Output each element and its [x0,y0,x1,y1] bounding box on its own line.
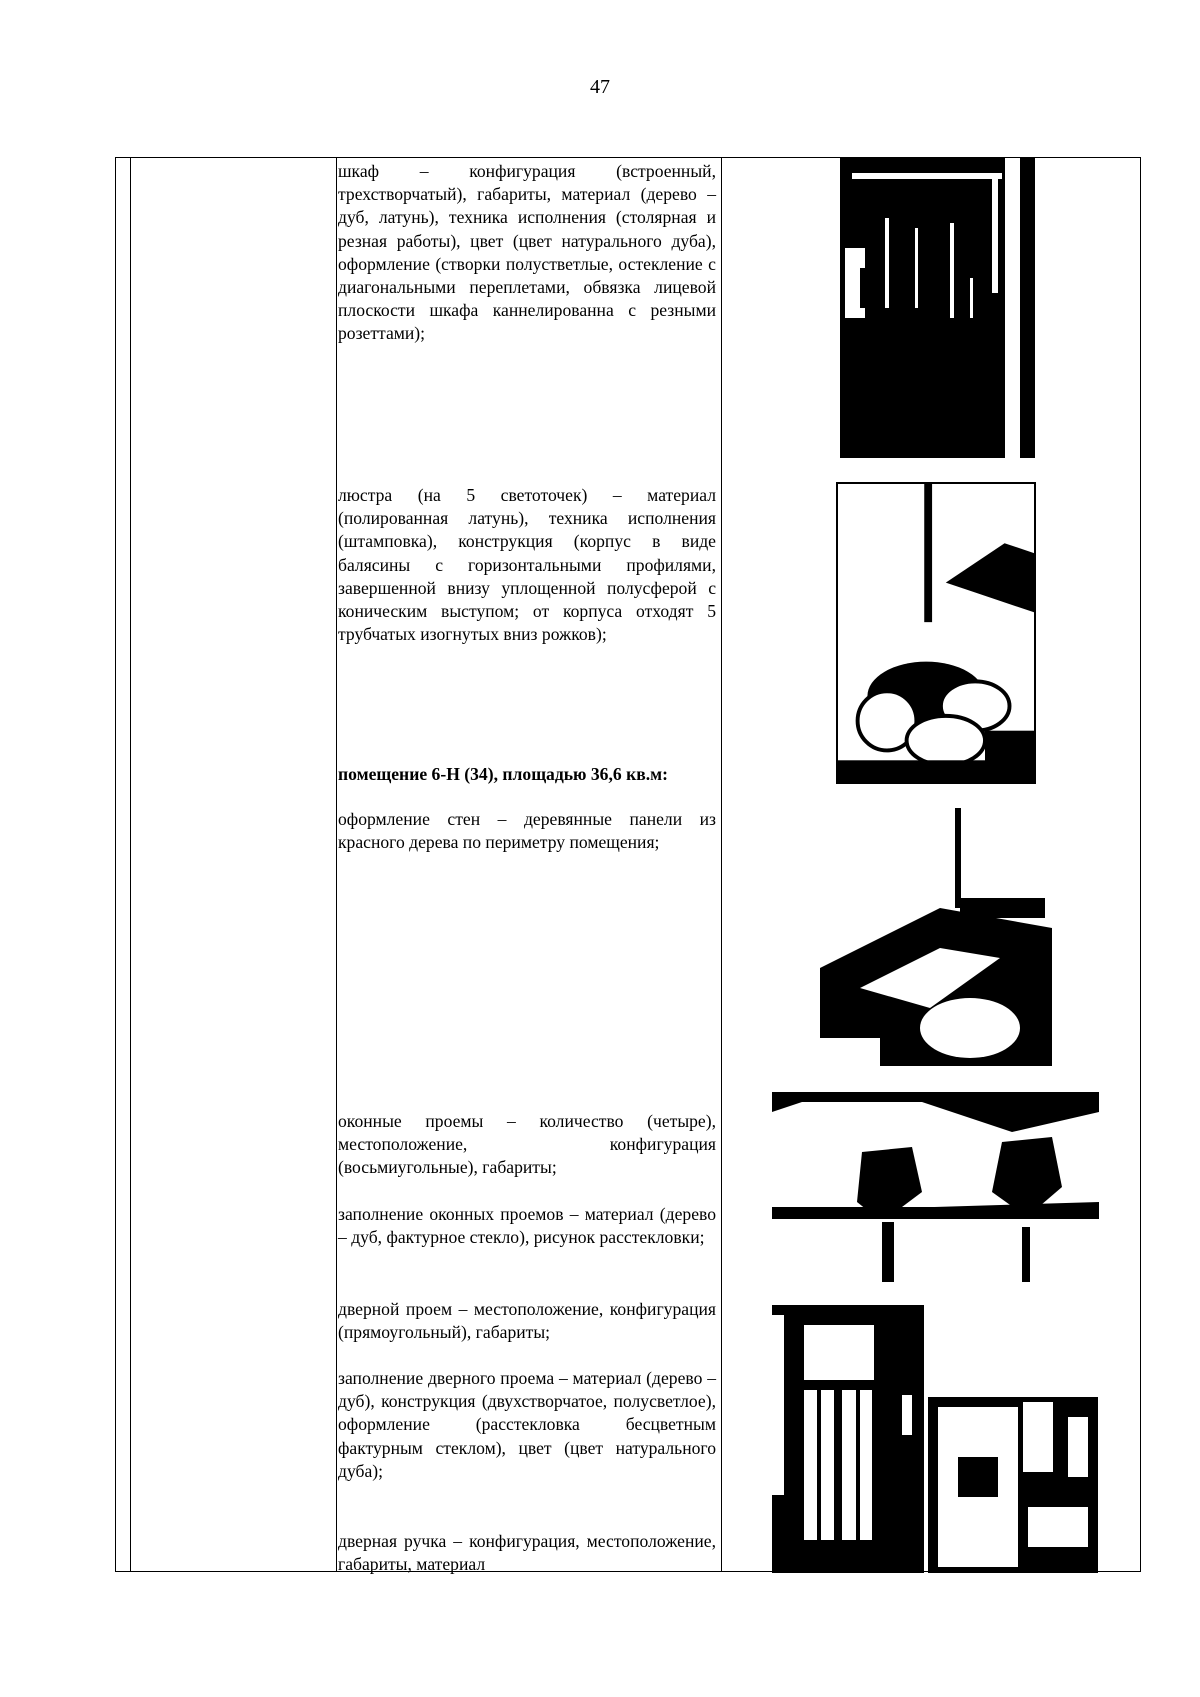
entry-door-opening [338,1298,716,1344]
door-photo [772,1305,924,1573]
entry-chandelier [338,484,716,646]
room-heading-text: помещение 6-Н (34), площадью 36,6 кв.м: [338,764,668,784]
entry-window-openings [338,1110,716,1180]
entry-cabinet [338,160,716,346]
entry-window-fill [338,1203,716,1249]
table-column-divider [721,158,722,1571]
table-column-divider [130,158,131,1571]
octagonal-windows-photo [772,1092,1099,1282]
entry-text: оконные проемы – количество (четыре), местоположение, конфигурация (восьмиугольные), габариты; [338,1111,716,1178]
entry-text: заполнение оконных проемов – материал (дерево – дуб, фактурное стекло), рисунок расстекловки; [338,1204,716,1248]
entry-text: дверная ручка – конфигурация, местоположение, габариты, материал [338,1531,716,1575]
entry-door-fill [338,1367,716,1483]
entry-text: шкаф – конфигурация (встроенный, трехстворчатый), габариты, материал (дерево – дуб, латунь), техника исполнения (столярная и резная работы), цвет (цвет натурального дуба), оформление (створки полустветлые, остекление с диагональными переплетами, обвязка лицевой плоскости шкафа каннелированна с резными розеттами); [338,161,716,344]
entry-text: оформление стен – деревянные панели из красного дерева по периметру помещения; [338,809,716,853]
page-number: 47 [590,76,610,98]
entry-text: заполнение дверного проема – материал (дерево – дуб), конструкция (двухстворчатое, полусветлое), оформление (расстекловка бесцветным фактурным стеклом), цвет (цвет натурального дуба); [338,1368,716,1481]
chandelier-photo [836,482,1036,784]
cabinet-photo [840,158,1035,458]
table-column-divider [336,158,337,1571]
room-heading [338,763,716,786]
entry-text: дверной проем – местоположение, конфигурация (прямоугольный), габариты; [338,1299,716,1343]
door-handle-photo [928,1397,1098,1573]
wall-panels-photo [820,808,1052,1066]
entry-door-handle [338,1530,716,1576]
entry-text: люстра (на 5 светоточек) – материал (полированная латунь), техника исполнения (штамповка), конструкция (корпус в виде балясины с горизонтальными профилями, завершенной внизу уплощенной полусферой с коническим выступом; от корпуса отходят 5 трубчатых изогнутых вниз рожков); [338,485,716,645]
entry-wall-decor [338,808,716,854]
